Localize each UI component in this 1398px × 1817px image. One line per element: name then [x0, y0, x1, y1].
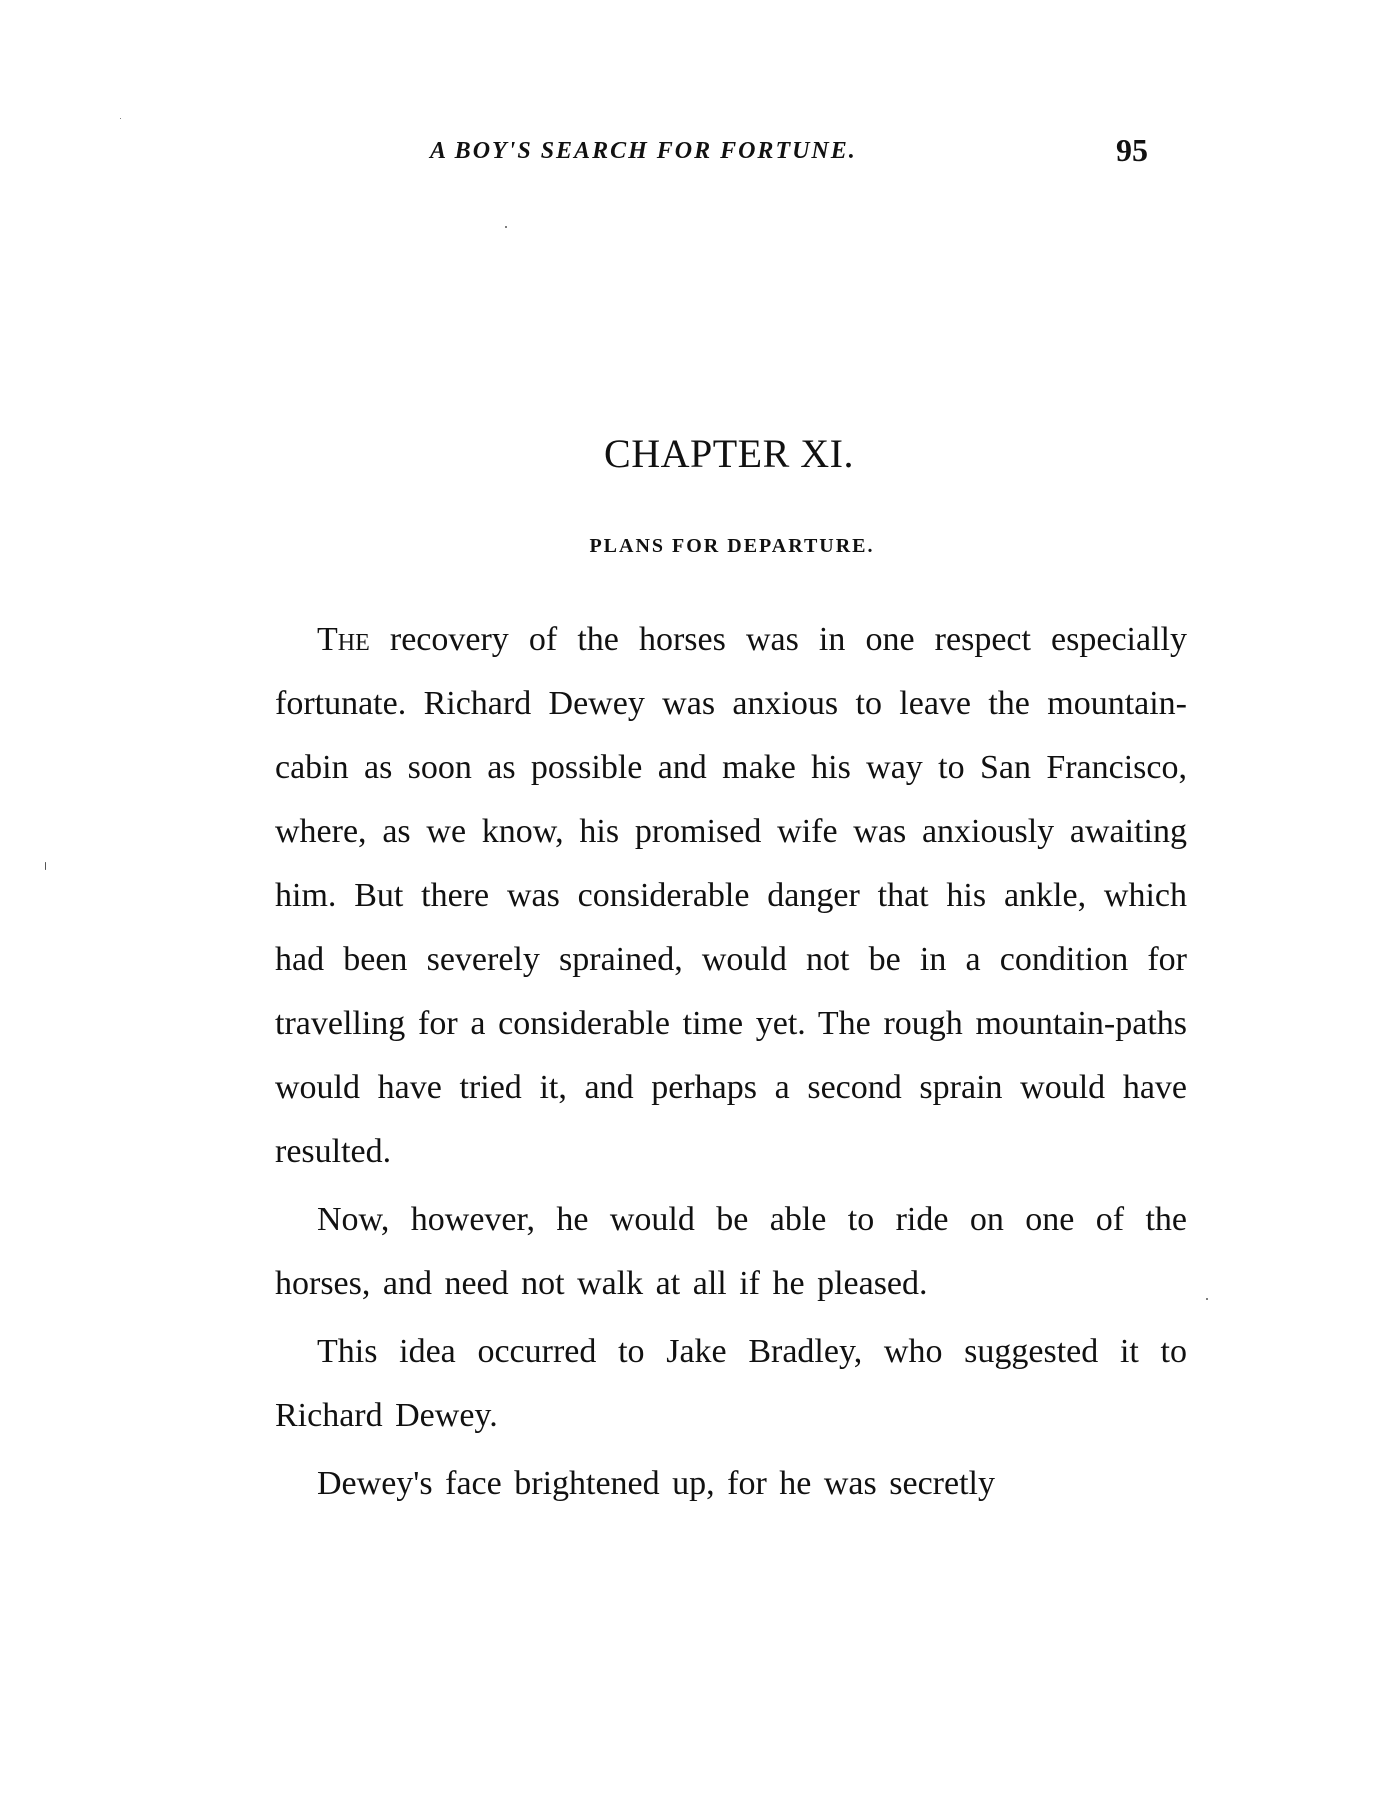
- paragraph-text: Dewey's face brightened up, for he was secretly: [317, 1465, 995, 1502]
- scan-speck: [45, 862, 46, 870]
- chapter-subtitle: PLANS FOR DEPARTURE.: [589, 535, 875, 557]
- page-number: 95: [1116, 132, 1148, 168]
- chapter-title: CHAPTER XI.: [604, 431, 854, 476]
- paragraph-2: [275, 1188, 1187, 1316]
- paragraph-3: [275, 1320, 1187, 1448]
- paragraph-4: [275, 1452, 1187, 1516]
- running-header: [430, 132, 1148, 178]
- scan-speck: [1206, 1298, 1208, 1300]
- scan-speck: [505, 226, 507, 228]
- running-title: A BOY'S SEARCH FOR FORTUNE.: [430, 138, 857, 164]
- paragraph-text: This idea occurred to Jake Bradley, who suggested it to Richard Dewey.: [275, 1333, 1187, 1434]
- paragraph-text: recovery of the horses was in one respect especially fortunate. Richard Dewey was anxious to leave the mountain-cabin as soon as possible and make his way to San Francisco, where, as we know, his promised wife was anxiously awaiting him. But there was considerable danger that his ankle, which had been severely sprained, would not be in a condition for travelling for a considerable time yet. The rough mountain-paths would have tried it, and perhaps a second sprain would have resulted.: [275, 621, 1187, 1170]
- scan-speck: [120, 118, 121, 119]
- paragraph-1: [275, 608, 1187, 1184]
- body-text: [275, 608, 1187, 1520]
- paragraph-text: Now, however, he would be able to ride on one of the horses, and need not walk at all if he pleased.: [275, 1201, 1187, 1302]
- paragraph-lead-word: The: [317, 621, 370, 658]
